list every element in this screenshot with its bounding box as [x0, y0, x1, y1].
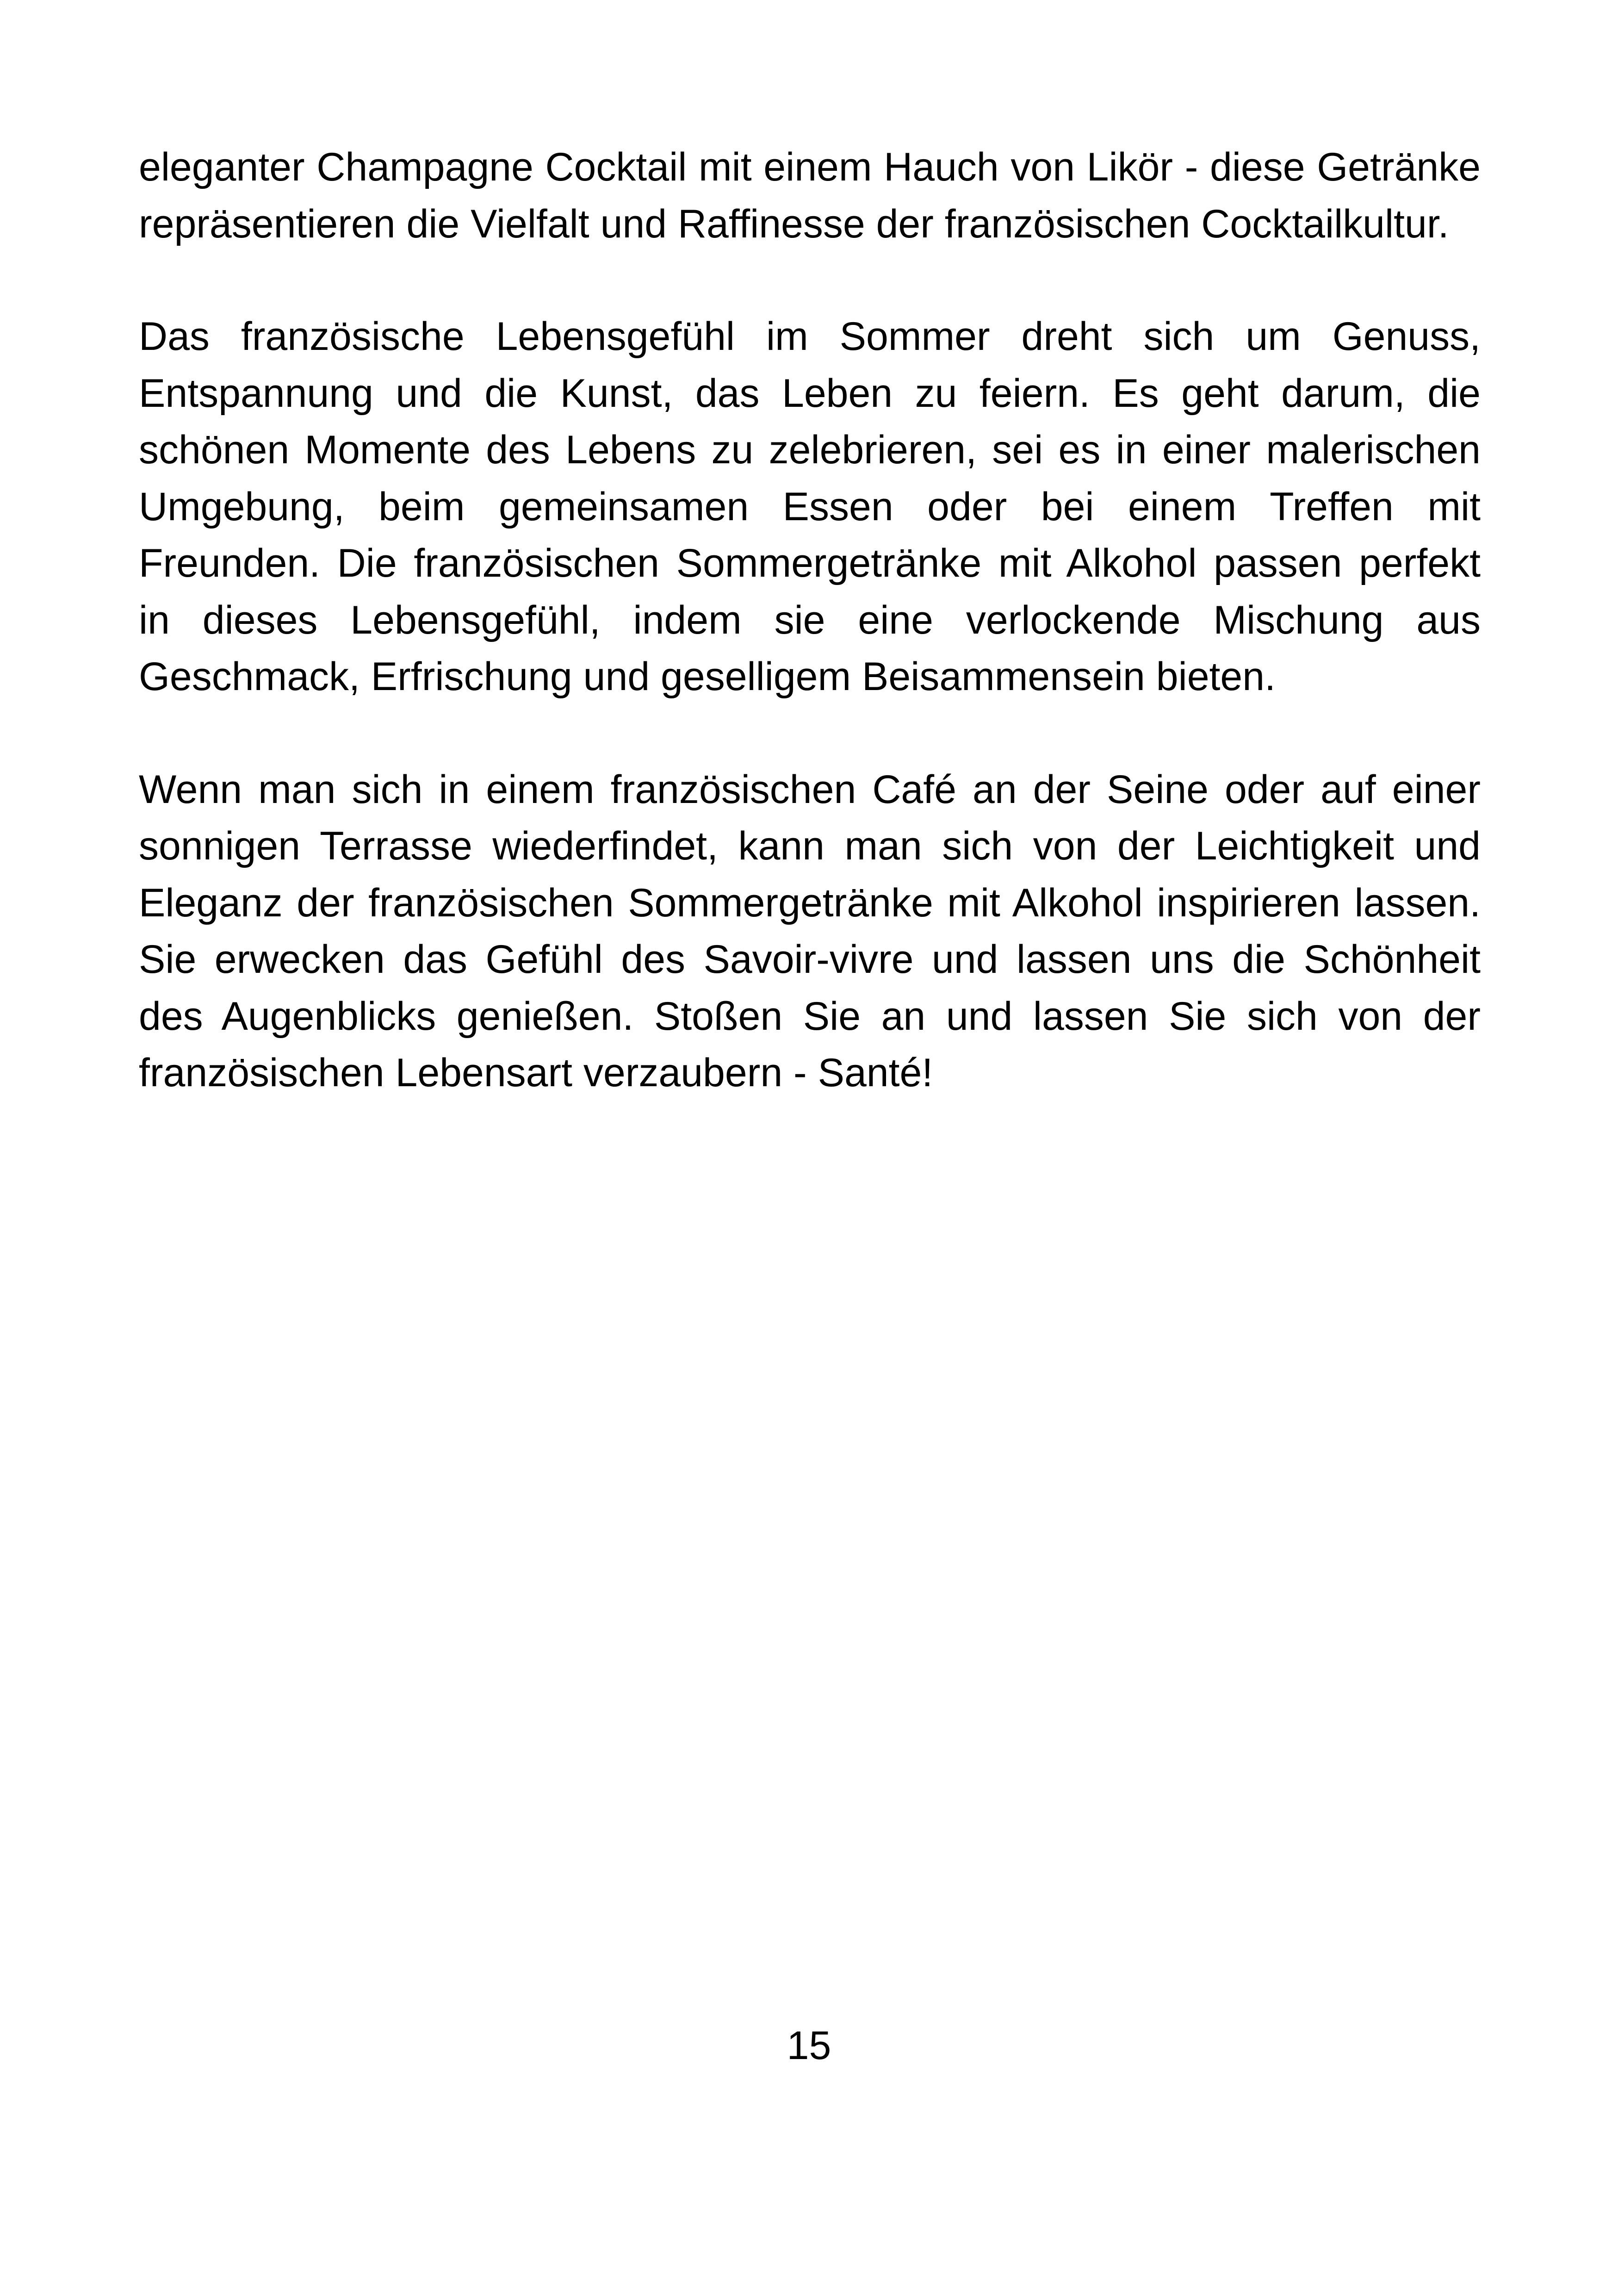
page-number: 15 — [787, 2023, 831, 2068]
body-text — [139, 139, 1481, 1157]
paragraph-cocktail-culture: eleganter Champagne Cocktail mit einem Hauch von Likör - diese Getränke repräsentieren die Vielfalt und Raffinesse der französischen Cocktailkultur. — [139, 145, 1481, 246]
paragraph-french-lifestyle: Das französische Lebensgefühl im Sommer dreht sich um Genuss, Entspannung und die Kunst, das Leben zu feiern. Es geht darum, die schönen Momente des Lebens zu zelebrieren, sei es in einer malerischen Umgebung, beim gemeinsamen Essen oder bei einem Treffen mit Freunden. Die französischen Sommergetränke mit Alkohol passen perfekt in dieses Lebensgefühl, indem sie eine verlockende Mischung aus Geschmack, Erfrischung und geselligem Beisammensein bieten. — [139, 314, 1481, 699]
paragraph-savoir-vivre: Wenn man sich in einem französischen Café an der Seine oder auf einer sonnigen Terrasse wiederfindet, kann man sich von der Leichtigkeit und Eleganz der französischen Sommergetränke mit Alkohol inspirieren lassen. Sie erwecken das Gefühl des Savoir-vivre und lassen uns die Schönheit des Augenblicks genießen. Stoßen Sie an und lassen Sie sich von der französischen Lebensart verzaubern - Santé! — [139, 767, 1481, 1095]
